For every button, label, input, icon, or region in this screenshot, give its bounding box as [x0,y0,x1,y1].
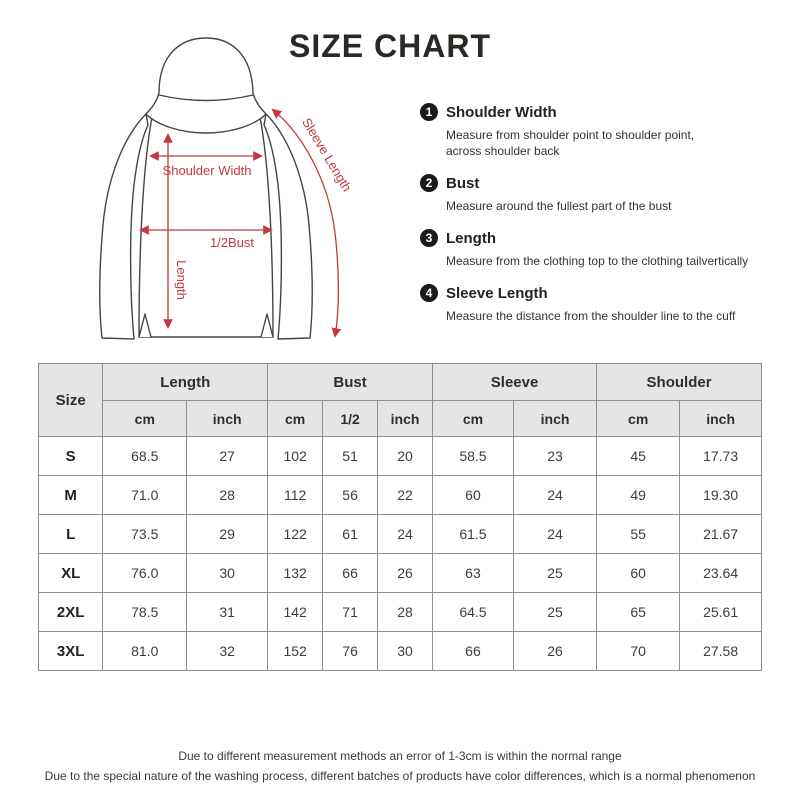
unit-header: inch [513,401,596,437]
footnote [0,746,800,786]
instruction-heading [420,174,792,192]
instruction-item [420,174,792,214]
measurement-cell: 27.58 [680,632,762,671]
half-bust-label: 1/2Bust [209,235,255,250]
measurement-cell: 20 [378,437,433,476]
instruction-heading [420,284,792,302]
measurement-cell: 19.30 [680,476,762,515]
measurement-cell: 22 [378,476,433,515]
size-table-row [39,632,762,671]
measurement-cell: 58.5 [432,437,513,476]
size-cell: XL [39,554,103,593]
number-badge-icon: 4 [420,284,438,302]
measurement-cell: 23.64 [680,554,762,593]
number-badge-icon: 2 [420,174,438,192]
size-cell: L [39,515,103,554]
measurement-cell: 24 [513,515,596,554]
size-cell: M [39,476,103,515]
measurement-cell: 56 [323,476,378,515]
measurement-cell: 28 [187,476,268,515]
unit-header: cm [432,401,513,437]
shoulder-width-label: Shoulder Width [162,163,252,178]
measurement-cell: 65 [597,593,680,632]
unit-header: cm [597,401,680,437]
footnote-line-2: Due to the special nature of the washing process, different batches of products have color differences, which is a normal phenomenon [44,769,756,783]
size-table-row [39,437,762,476]
measurement-cell: 132 [268,554,323,593]
number-badge-icon: 3 [420,229,438,247]
measurement-cell: 66 [323,554,378,593]
unit-header: 1/2 [323,401,378,437]
size-table-row [39,593,762,632]
hood-outline [146,38,266,133]
instruction-description: Measure the distance from the shoulder line to the cuff [446,309,736,323]
measurement-cell: 21.67 [680,515,762,554]
measurement-cell: 68.5 [103,437,187,476]
hoodie-measure-diagram [55,25,355,355]
instruction-title: Bust [446,174,480,192]
measurement-cell: 30 [378,632,433,671]
measurement-cell: 60 [597,554,680,593]
measurement-cell: 66 [432,632,513,671]
instruction-title: Sleeve Length [446,284,548,302]
measurement-cell: 63 [432,554,513,593]
length-label: Length [174,260,189,300]
instruction-item [420,284,792,324]
measurement-cell: 17.73 [680,437,762,476]
measurement-cell: 102 [268,437,323,476]
measurement-cell: 27 [187,437,268,476]
instruction-description: Measure from shoulder point to shoulder point, across shoulder back [446,128,695,158]
size-cell: 2XL [39,593,103,632]
unit-header: inch [378,401,433,437]
measurement-cell: 60 [432,476,513,515]
measurement-cell: 24 [513,476,596,515]
size-column-header: Size [39,364,103,437]
size-table-row [39,554,762,593]
instruction-heading [420,103,792,121]
measurement-cell: 61.5 [432,515,513,554]
page-title: SIZE CHART [289,28,491,64]
measurement-cell: 55 [597,515,680,554]
instruction-item [420,103,792,159]
measurement-cell: 152 [268,632,323,671]
measure-instructions [420,103,792,339]
measurement-cell: 71 [323,593,378,632]
size-table [38,363,762,671]
measurement-cell: 51 [323,437,378,476]
measurement-cell: 76 [323,632,378,671]
measurement-cell: 31 [187,593,268,632]
sleeve-length-label: Sleeve Length [299,115,355,195]
measurement-cell: 28 [378,593,433,632]
measurement-cell: 45 [597,437,680,476]
size-cell: S [39,437,103,476]
measurement-cell: 25.61 [680,593,762,632]
measurement-cell: 26 [513,632,596,671]
measurement-cell: 49 [597,476,680,515]
hoodie-diagram-svg [55,25,355,355]
measurement-cell: 23 [513,437,596,476]
table-group-header-row [39,364,762,401]
measurement-cell: 61 [323,515,378,554]
instruction-title: Shoulder Width [446,103,557,121]
measurement-cell: 25 [513,593,596,632]
measurement-cell: 64.5 [432,593,513,632]
unit-header: inch [187,401,268,437]
measurement-cell: 25 [513,554,596,593]
sleeve-group-header: Sleeve [432,364,596,401]
measurement-cell: 112 [268,476,323,515]
body-outline [139,117,273,337]
bust-group-header: Bust [268,364,433,401]
measurement-cell: 32 [187,632,268,671]
instruction-heading [420,229,792,247]
measurement-cell: 71.0 [103,476,187,515]
measurement-cell: 26 [378,554,433,593]
instruction-description: Measure around the fullest part of the bust [446,199,672,213]
number-badge-icon: 1 [420,103,438,121]
footnote-line-1: Due to different measurement methods an error of 1-3cm is within the normal range [178,749,622,763]
measurement-cell: 142 [268,593,323,632]
unit-header: cm [103,401,187,437]
shoulder-group-header: Shoulder [597,364,762,401]
unit-header: inch [680,401,762,437]
measurement-cell: 29 [187,515,268,554]
instruction-item [420,229,792,269]
instruction-description: Measure from the clothing top to the clothing tailvertically [446,254,749,268]
measurement-cell: 73.5 [103,515,187,554]
measurement-cell: 122 [268,515,323,554]
instruction-title: Length [446,229,496,247]
length-group-header: Length [103,364,268,401]
unit-header: cm [268,401,323,437]
measurement-cell: 70 [597,632,680,671]
size-cell: 3XL [39,632,103,671]
measurement-cell: 30 [187,554,268,593]
table-unit-header-row [39,401,762,437]
size-table-row [39,515,762,554]
measurement-cell: 78.5 [103,593,187,632]
measurement-cell: 76.0 [103,554,187,593]
measurement-cell: 81.0 [103,632,187,671]
measurement-cell: 24 [378,515,433,554]
size-table-row [39,476,762,515]
